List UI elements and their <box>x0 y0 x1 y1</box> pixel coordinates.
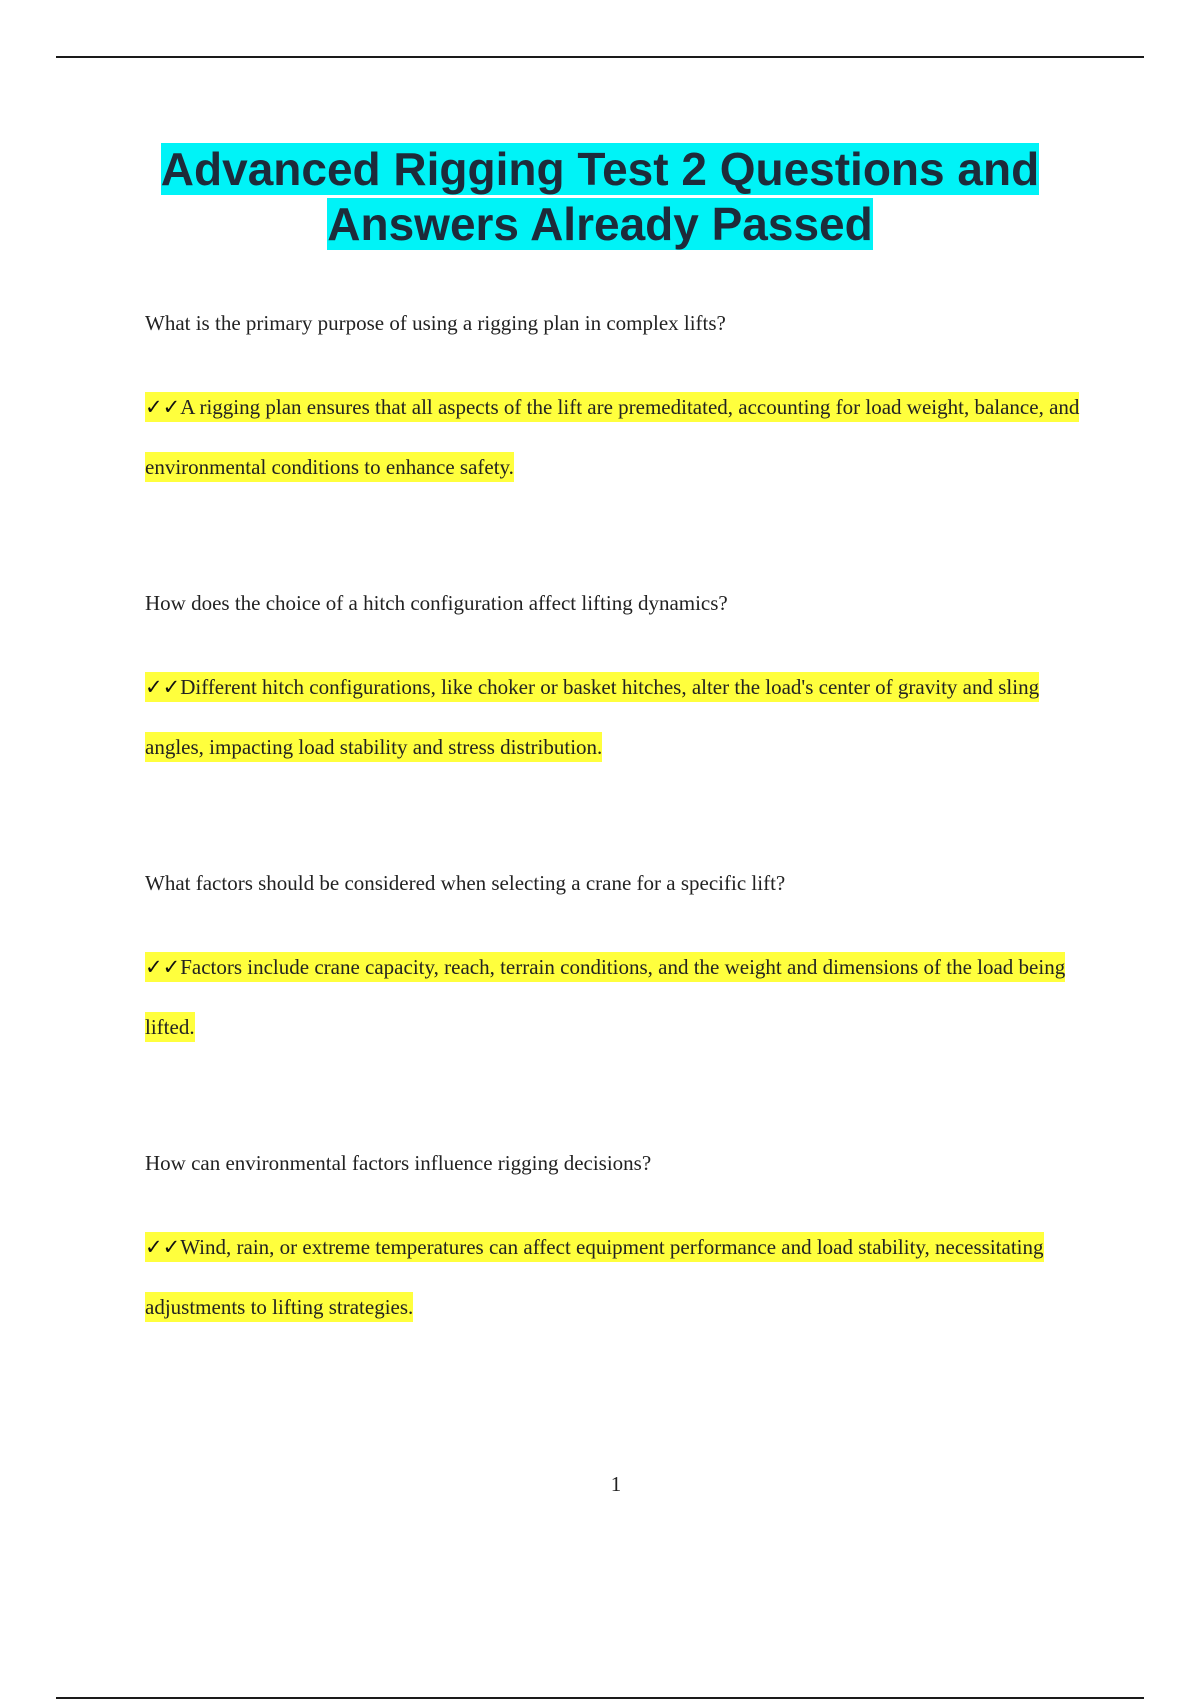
bottom-rule <box>56 1697 1144 1699</box>
page-number: 1 <box>610 1472 622 1496</box>
top-rule <box>56 56 1144 58</box>
check-icon: ✓✓ <box>145 395 181 419</box>
answer-2-text: Different hitch configurations, like choker or basket hitches, alter the load's center of gravity and sling angles, impacting load stability and stress distribution. <box>145 675 1040 759</box>
qa-item-1 <box>145 310 1085 497</box>
answer-1-text: A rigging plan ensures that all aspects of the lift are premeditated, accounting for load weight, balance, and environmental conditions to enhance safety. <box>145 395 1080 479</box>
answer-4 <box>145 1217 1085 1337</box>
check-icon: ✓✓ <box>145 1235 181 1259</box>
check-icon: ✓✓ <box>145 955 181 979</box>
question-1: What is the primary purpose of using a rigging plan in complex lifts? <box>145 311 726 335</box>
document-title: Advanced Rigging Test 2 Questions and Answers Already Passed <box>160 143 1040 250</box>
answer-3 <box>145 937 1085 1057</box>
answer-2 <box>145 657 1085 777</box>
question-2: How does the choice of a hitch configuration affect lifting dynamics? <box>145 591 728 615</box>
answer-1 <box>145 377 1085 497</box>
qa-item-2 <box>145 590 1085 777</box>
question-3: What factors should be considered when selecting a crane for a specific lift? <box>145 871 786 895</box>
answer-3-text: Factors include crane capacity, reach, terrain conditions, and the weight and dimensions of the load being lifted. <box>145 955 1066 1039</box>
question-4: How can environmental factors influence rigging decisions? <box>145 1151 652 1175</box>
qa-item-4 <box>145 1150 1085 1337</box>
answer-4-text: Wind, rain, or extreme temperatures can affect equipment performance and load stability, necessitating adjustments to lifting strategies. <box>145 1235 1044 1319</box>
check-icon: ✓✓ <box>145 675 181 699</box>
qa-item-3 <box>145 870 1085 1057</box>
